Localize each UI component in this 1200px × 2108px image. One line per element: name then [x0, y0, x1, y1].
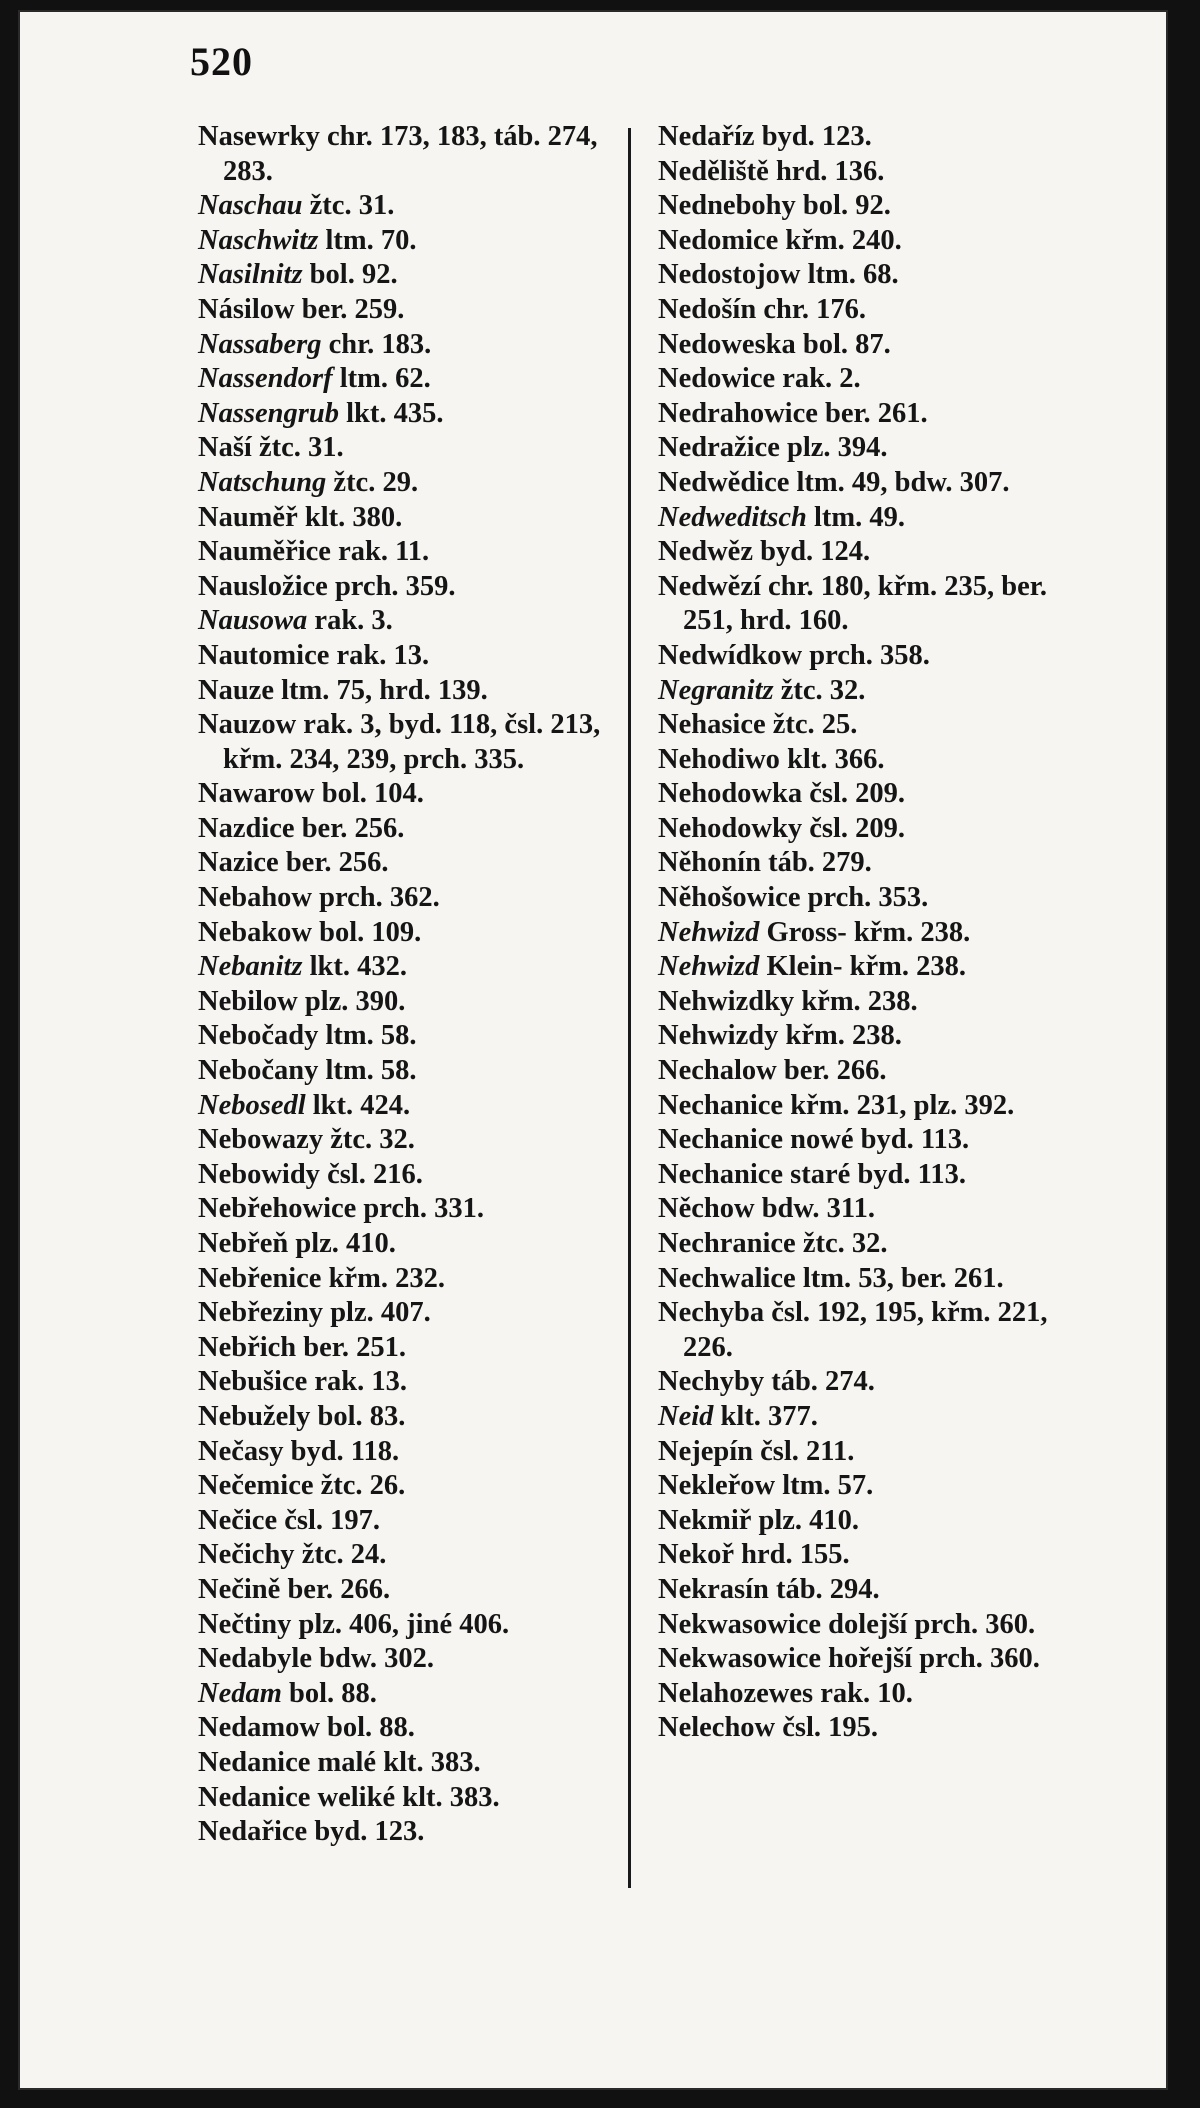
place-name: Nehodowka	[658, 778, 803, 810]
place-name: Nedomice	[658, 224, 779, 256]
place-name: Nebosedl	[198, 1089, 306, 1121]
place-reference: byd. 113.	[860, 1124, 970, 1156]
index-entry	[198, 708, 628, 777]
place-reference: prch. 331.	[363, 1193, 485, 1225]
place-reference: ltm. 58.	[325, 1055, 417, 1087]
place-reference: bdw. 302.	[319, 1643, 434, 1675]
index-entry	[198, 293, 628, 328]
place-name: Naší	[198, 432, 252, 464]
place-reference: rak. 11.	[338, 536, 430, 568]
place-reference: ltm. 75, hrd. 139.	[281, 674, 488, 706]
index-entry	[198, 1054, 628, 1089]
place-name: Nedoweska	[658, 328, 796, 360]
place-reference: prch. 362.	[319, 882, 440, 914]
index-entry	[198, 328, 628, 363]
index-entry	[198, 1262, 628, 1297]
index-entry	[198, 639, 628, 674]
index-entry	[658, 1262, 1088, 1297]
place-reference: žtc. 32.	[780, 674, 866, 706]
index-entry	[198, 362, 628, 397]
place-reference: prch. 359.	[334, 570, 456, 602]
place-name: Nebřich	[198, 1331, 297, 1363]
place-name: Nassengrub	[198, 397, 339, 429]
place-name: Násilow	[198, 293, 295, 325]
place-reference: Gross- křm. 238.	[766, 916, 971, 948]
place-reference: žtc. 32.	[802, 1228, 888, 1259]
place-reference: plz. 410.	[295, 1228, 396, 1259]
place-name: Nebřeziny	[198, 1297, 324, 1329]
place-name: Nebřeň	[198, 1228, 289, 1259]
place-name: Nasewrky	[198, 121, 320, 152]
place-reference: plz. 406, jiné 406.	[298, 1608, 510, 1640]
place-name: Nebočany	[198, 1055, 319, 1087]
place-reference: ltm. 53, ber. 261.	[802, 1262, 1004, 1294]
place-name: Nedwěz	[658, 536, 753, 568]
place-name: Nechanice nowé	[658, 1124, 854, 1156]
index-column-right	[658, 120, 1088, 1746]
place-reference: žtc. 31.	[258, 432, 344, 464]
index-entry	[198, 1227, 628, 1262]
place-name: Nautomice	[198, 639, 330, 671]
index-entry	[658, 189, 1088, 224]
index-entry	[198, 1331, 628, 1366]
place-name: Nedařice	[198, 1816, 308, 1848]
index-entry	[198, 881, 628, 916]
place-name: Nechyba	[658, 1297, 765, 1329]
place-reference: prch. 360.	[914, 1608, 1036, 1640]
place-reference: bol. 83.	[317, 1400, 406, 1432]
index-entry	[658, 708, 1088, 743]
place-reference: křm. 240.	[785, 224, 902, 256]
index-entry	[658, 293, 1088, 328]
place-reference: byd. 123.	[314, 1816, 425, 1848]
place-name: Nawarow	[198, 778, 315, 810]
place-name: Nassaberg	[198, 328, 322, 360]
place-name: Nelechow	[658, 1712, 776, 1744]
place-reference: křm. 238.	[801, 985, 918, 1017]
index-entry	[198, 604, 628, 639]
index-entry	[198, 846, 628, 881]
place-reference: plz. 410.	[758, 1504, 860, 1536]
place-reference: ber. 266.	[783, 1055, 887, 1087]
place-name: Nedweditsch	[658, 501, 807, 533]
index-entry	[658, 1435, 1088, 1470]
place-name: Nečichy	[198, 1539, 295, 1571]
place-reference: rak. 2.	[782, 363, 861, 395]
place-reference: rak. 10.	[820, 1677, 913, 1709]
index-entry	[658, 1123, 1088, 1158]
index-entry	[658, 1573, 1088, 1608]
place-reference: čsl. 192, 195, křm. 221, 226.	[683, 1297, 1048, 1363]
place-name: Nebahow	[198, 882, 313, 914]
place-name: Nejepín	[658, 1435, 753, 1467]
index-entry	[658, 881, 1088, 916]
index-entry	[198, 1573, 628, 1608]
place-reference: rak. 3.	[314, 605, 393, 637]
index-entry	[658, 570, 1088, 639]
place-name: Nekwasowice hořejší	[658, 1643, 913, 1675]
place-name: Nebakow	[198, 916, 313, 948]
index-entry	[198, 535, 628, 570]
index-entry	[198, 1746, 628, 1781]
place-name: Nekoř	[658, 1539, 734, 1571]
place-reference: plz. 407.	[330, 1297, 431, 1329]
index-entry	[658, 155, 1088, 190]
place-name: Nedamow	[198, 1712, 320, 1744]
place-reference: chr. 173, 183, táb. 274, 283.	[223, 121, 598, 187]
place-name: Nekmiř	[658, 1504, 752, 1536]
place-name: Nekrasín	[658, 1573, 769, 1605]
place-name: Nekwasowice dolejší	[658, 1608, 908, 1640]
index-entry	[198, 1608, 628, 1643]
place-reference: čsl. 209.	[809, 812, 906, 844]
index-entry	[658, 224, 1088, 259]
place-reference: bol. 88.	[289, 1677, 377, 1709]
index-entry	[658, 466, 1088, 501]
place-reference: byd. 123.	[761, 121, 872, 152]
place-reference: ber. 256.	[285, 847, 389, 879]
place-reference: žtc. 24.	[301, 1539, 387, 1571]
place-name: Nebřehowice	[198, 1193, 357, 1225]
place-reference: rak. 3, byd. 118, čsl. 213, křm. 234, 239, prch. 335.	[223, 709, 601, 775]
place-name: Nelahozewes	[658, 1677, 814, 1709]
place-reference: ltm. 62.	[339, 363, 431, 395]
place-name: Nedanice malé	[198, 1746, 377, 1778]
place-name: Nebočady	[198, 1020, 319, 1052]
index-entry	[198, 501, 628, 536]
index-entry	[198, 777, 628, 812]
place-reference: ltm. 70.	[325, 224, 417, 256]
index-entry	[658, 1504, 1088, 1539]
place-reference: křm. 232.	[328, 1262, 445, 1294]
index-entry	[198, 1158, 628, 1193]
place-name: Nassendorf	[198, 363, 333, 395]
place-name: Nebužely	[198, 1400, 311, 1432]
index-entry	[658, 1538, 1088, 1573]
place-name: Neděliště	[658, 155, 769, 187]
place-name: Nedošín	[658, 293, 757, 325]
place-name: Nedabyle	[198, 1643, 312, 1675]
index-entry	[198, 1192, 628, 1227]
place-reference: bol. 87.	[802, 328, 891, 360]
place-reference: prch. 360.	[919, 1643, 1040, 1675]
index-entry	[198, 1815, 628, 1850]
place-reference: ber. 251.	[303, 1331, 406, 1363]
place-reference: táb. 294.	[775, 1573, 880, 1605]
index-entry	[198, 1435, 628, 1470]
place-name: Nechalow	[658, 1055, 777, 1087]
index-entry	[198, 1089, 628, 1124]
index-entry	[658, 1642, 1088, 1677]
index-entry	[198, 674, 628, 709]
place-reference: rak. 13.	[314, 1366, 407, 1398]
place-name: Nekleřow	[658, 1470, 776, 1502]
place-reference: byd. 124.	[760, 536, 871, 568]
place-reference: bol. 92.	[309, 259, 398, 291]
place-reference: byd. 113.	[857, 1158, 966, 1190]
place-name: Nedaříz	[658, 121, 755, 152]
index-entry	[658, 1365, 1088, 1400]
place-reference: prch. 358.	[809, 639, 930, 671]
place-reference: lkt. 424.	[312, 1089, 411, 1121]
index-column-left	[198, 120, 628, 1850]
place-reference: ber. 266.	[287, 1573, 391, 1605]
place-reference: chr. 180, křm. 235, ber. 251, hrd. 160.	[683, 570, 1047, 637]
index-entry	[658, 1227, 1088, 1262]
index-entry	[658, 950, 1088, 985]
place-name: Nehwizd	[658, 916, 760, 948]
place-name: Nečice	[198, 1504, 278, 1536]
page-sheet	[18, 10, 1168, 2090]
index-entry	[198, 1642, 628, 1677]
place-reference: ber. 261.	[825, 397, 928, 429]
place-name: Nedwězí	[658, 570, 761, 602]
place-reference: bdw. 311.	[761, 1193, 875, 1225]
place-name: Nebušice	[198, 1366, 308, 1398]
index-entry	[198, 1019, 628, 1054]
index-entry	[658, 1677, 1088, 1712]
place-name: Něchow	[658, 1193, 755, 1225]
place-reference: čsl. 211.	[760, 1435, 855, 1467]
place-name: Nebřenice	[198, 1262, 322, 1294]
place-reference: čsl. 216.	[327, 1158, 423, 1190]
index-entry	[198, 1469, 628, 1504]
page-number: 520	[190, 39, 253, 84]
place-reference: ltm. 49.	[813, 501, 905, 533]
index-entry	[198, 431, 628, 466]
place-name: Nasilnitz	[198, 259, 303, 291]
place-reference: žtc. 31.	[309, 190, 395, 222]
index-entry	[658, 916, 1088, 951]
index-entry	[658, 1089, 1088, 1124]
index-entry	[198, 466, 628, 501]
place-reference: lkt. 432.	[309, 951, 408, 983]
place-name: Nedwídkow	[658, 639, 803, 671]
place-name: Nedanice weliké	[198, 1781, 396, 1813]
place-reference: táb. 274.	[771, 1366, 875, 1398]
place-reference: hrd. 136.	[775, 155, 885, 187]
place-reference: klt. 366.	[787, 743, 885, 775]
index-entry	[198, 950, 628, 985]
place-name: Něhonín	[658, 847, 761, 879]
index-entry	[658, 501, 1088, 536]
place-reference: rak. 13.	[336, 639, 430, 671]
place-name: Nebowazy	[198, 1124, 324, 1156]
place-name: Nečasy	[198, 1435, 284, 1467]
place-reference: žtc. 26.	[320, 1470, 406, 1502]
index-entry	[658, 985, 1088, 1020]
place-name: Nehodowky	[658, 812, 803, 844]
place-reference: bol. 109.	[319, 916, 422, 948]
place-reference: ber. 259.	[301, 293, 405, 325]
place-name: Nehwizdy	[658, 1020, 779, 1052]
place-reference: ber. 256.	[301, 812, 405, 844]
index-entry	[658, 846, 1088, 881]
index-entry	[658, 362, 1088, 397]
index-entry	[658, 535, 1088, 570]
index-entry	[198, 916, 628, 951]
place-name: Nechyby	[658, 1366, 765, 1398]
index-entry	[198, 224, 628, 259]
place-reference: klt. 380.	[304, 501, 403, 533]
place-name: Nauze	[198, 674, 274, 706]
index-entry	[658, 258, 1088, 293]
place-reference: žtc. 32.	[330, 1124, 415, 1156]
index-entry	[198, 189, 628, 224]
index-entry	[198, 1677, 628, 1712]
index-entry	[658, 812, 1088, 847]
place-reference: ltm. 58.	[325, 1020, 417, 1052]
place-reference: plz. 394.	[786, 432, 888, 464]
place-reference: bol. 92.	[802, 190, 891, 222]
place-reference: táb. 279.	[768, 847, 872, 879]
place-reference: křm. 231, plz. 392.	[790, 1089, 1015, 1121]
index-entry	[658, 674, 1088, 709]
index-entry	[658, 777, 1088, 812]
place-name: Nauměř	[198, 501, 298, 533]
index-entry	[658, 1469, 1088, 1504]
place-reference: klt. 377.	[720, 1400, 818, 1432]
place-name: Nebowidy	[198, 1158, 320, 1190]
place-name: Nedowice	[658, 363, 776, 395]
place-name: Natschung	[198, 466, 327, 498]
place-name: Nechranice	[658, 1228, 796, 1259]
place-name: Nazdice	[198, 812, 295, 844]
place-name: Nauměřice	[198, 536, 331, 568]
index-entry	[198, 120, 628, 189]
place-name: Nečemice	[198, 1470, 314, 1502]
index-entry	[658, 120, 1088, 155]
place-name: Nedrahowice	[658, 397, 818, 429]
index-entry	[658, 1711, 1088, 1746]
index-entry	[658, 1019, 1088, 1054]
place-name: Nauzow	[198, 709, 297, 741]
place-name: Nedwědice	[658, 466, 790, 498]
place-name: Naschwitz	[198, 224, 319, 256]
place-reference: prch. 353.	[807, 882, 929, 914]
place-reference: byd. 118.	[290, 1435, 400, 1467]
index-entry	[198, 1296, 628, 1331]
place-reference: křm. 238.	[785, 1020, 902, 1052]
place-reference: ltm. 57.	[782, 1470, 874, 1502]
place-name: Nechanice	[658, 1089, 784, 1121]
index-entry	[658, 1296, 1088, 1365]
place-reference: klt. 383.	[402, 1781, 500, 1813]
place-reference: bol. 88.	[327, 1712, 415, 1744]
place-reference: bol. 104.	[321, 778, 424, 810]
place-name: Nečině	[198, 1573, 281, 1605]
index-entry	[198, 1365, 628, 1400]
place-reference: žtc. 25.	[772, 709, 858, 741]
place-name: Nečtiny	[198, 1608, 292, 1640]
place-reference: žtc. 29.	[333, 466, 419, 498]
place-name: Nedam	[198, 1677, 282, 1709]
place-reference: čsl. 195.	[782, 1712, 879, 1744]
place-name: Naschau	[198, 190, 303, 222]
place-name: Nedražice	[658, 432, 780, 464]
place-reference: hrd. 155.	[741, 1539, 850, 1571]
place-name: Nehasice	[658, 709, 766, 741]
place-reference: čsl. 197.	[284, 1504, 381, 1536]
place-reference: čsl. 209.	[809, 778, 906, 810]
index-entry	[198, 258, 628, 293]
place-name: Negranitz	[658, 674, 774, 706]
index-entry	[198, 1123, 628, 1158]
place-name: Nebilow	[198, 985, 298, 1017]
place-name: Nedostojow	[658, 259, 801, 291]
place-name: Nechanice staré	[658, 1158, 851, 1190]
place-name: Nausowa	[198, 605, 308, 637]
place-reference: chr. 176.	[763, 293, 866, 325]
place-name: Nechwalice	[658, 1262, 796, 1294]
index-entry	[198, 1504, 628, 1539]
column-divider	[628, 128, 631, 1888]
place-name: Nehwizd	[658, 951, 760, 983]
index-entry	[198, 985, 628, 1020]
index-entry	[658, 328, 1088, 363]
place-name: Neid	[658, 1400, 714, 1432]
index-entry	[658, 1400, 1088, 1435]
index-entry	[658, 397, 1088, 432]
place-name: Něhošowice	[658, 882, 801, 914]
place-reference: klt. 383.	[383, 1746, 481, 1778]
place-name: Nebanitz	[198, 951, 303, 983]
place-name: Nausložice	[198, 570, 328, 602]
index-entry	[198, 1400, 628, 1435]
index-entry	[658, 639, 1088, 674]
place-name: Nehwizdky	[658, 985, 795, 1017]
place-reference: ltm. 49, bdw. 307.	[796, 466, 1010, 498]
index-entry	[198, 1781, 628, 1816]
index-entry	[658, 1158, 1088, 1193]
index-entry	[658, 1192, 1088, 1227]
index-entry	[198, 812, 628, 847]
index-entry	[658, 743, 1088, 778]
index-entry	[198, 397, 628, 432]
place-name: Nednebohy	[658, 190, 796, 222]
place-reference: lkt. 435.	[346, 397, 444, 429]
place-reference: chr. 183.	[328, 328, 432, 360]
index-entry	[198, 1711, 628, 1746]
place-reference: Klein- křm. 238.	[766, 951, 966, 983]
index-entry	[658, 1054, 1088, 1089]
place-reference: ltm. 68.	[807, 259, 899, 291]
place-reference: plz. 390.	[304, 985, 406, 1017]
index-entry	[658, 1608, 1088, 1643]
index-entry	[198, 1538, 628, 1573]
place-name: Nazice	[198, 847, 279, 879]
index-entry	[198, 570, 628, 605]
place-name: Nehodiwo	[658, 743, 780, 775]
index-entry	[658, 431, 1088, 466]
